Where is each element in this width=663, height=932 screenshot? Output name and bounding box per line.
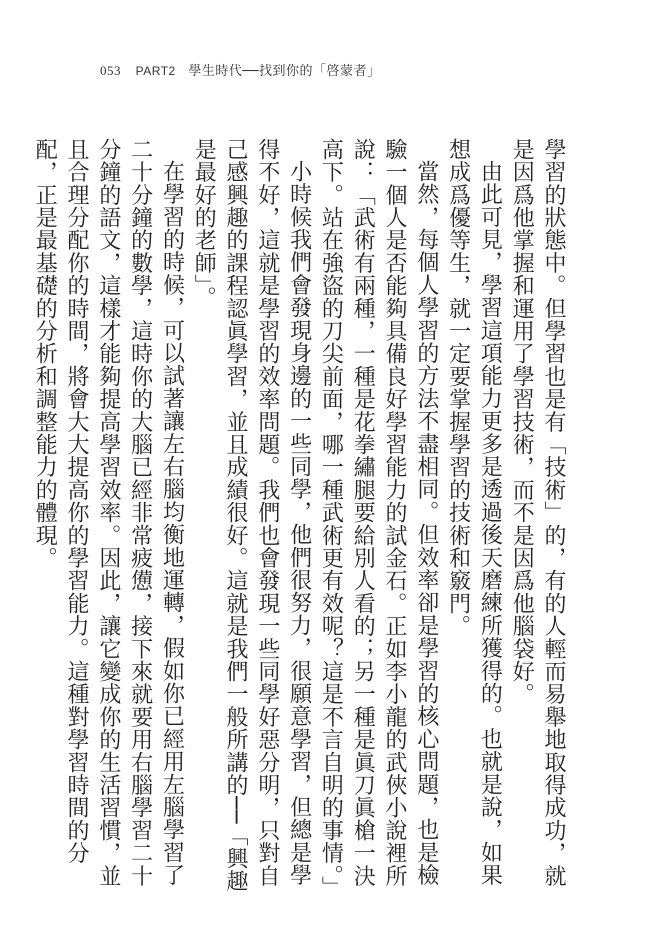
- paragraph-1: 學習的狀態中。但學習也是有「技術」的，有的人輕而易舉地取得成功，就是因爲他掌握和運用了學習技術，而不是因爲他腦袋好。: [509, 138, 566, 888]
- chapter-title: 學生時代──找到你的「啓蒙者」: [188, 64, 381, 79]
- paragraph-4: 小時候我們會發現身邊的一些同學，他們很努力，很願意學習，但總是學得不好，這就是學習的效率問題。我們也會發現一些同學好惡分明，只對自己感興趣的課程認眞學習，並且成績很好。這就是我們一般所講的──「興趣是最好的老師」。: [191, 138, 312, 893]
- paragraph-5: 在學習的時候，可以試著讓左右腦均衡地運轉，假如你已經用左腦學習了二十分鐘的數學，這時你的大腦已經非常疲憊，接下來就要用右腦學習二十分鐘的語文，這樣才能夠提高學習效率。因此，讓它變成你的生活習慣，並且合理分配你的時間，將會大大提高你的學習能力。這種對學習時間的分配，正是最基礎的分析和調整能力的體現。: [32, 138, 185, 888]
- body-text: [32, 138, 569, 899]
- paragraph-2: 由此可見，學習這項能力更多是透過後天磨練所獲得的。也就是說，如果想成爲優等生，就一定要掌握學習的技術和竅門。: [445, 138, 503, 887]
- page-header: [100, 60, 381, 79]
- page-number: 053: [100, 63, 121, 78]
- part-label: PART2: [135, 64, 176, 78]
- paragraph-3: 當然，每個人學習的方法不盡相同。但效率卻是學習的核心問題，也是檢驗一個人是否能夠具備良好學習能力的試金石。正如李小龍的武俠小說裡所說：「武術有兩種，一種是花拳繡腿要給別人看的；另一種是眞刀眞槍一決高下。站在強盜的刀尖前面，哪一種武術更有效呢？這是不言自明的事情。」: [318, 138, 439, 899]
